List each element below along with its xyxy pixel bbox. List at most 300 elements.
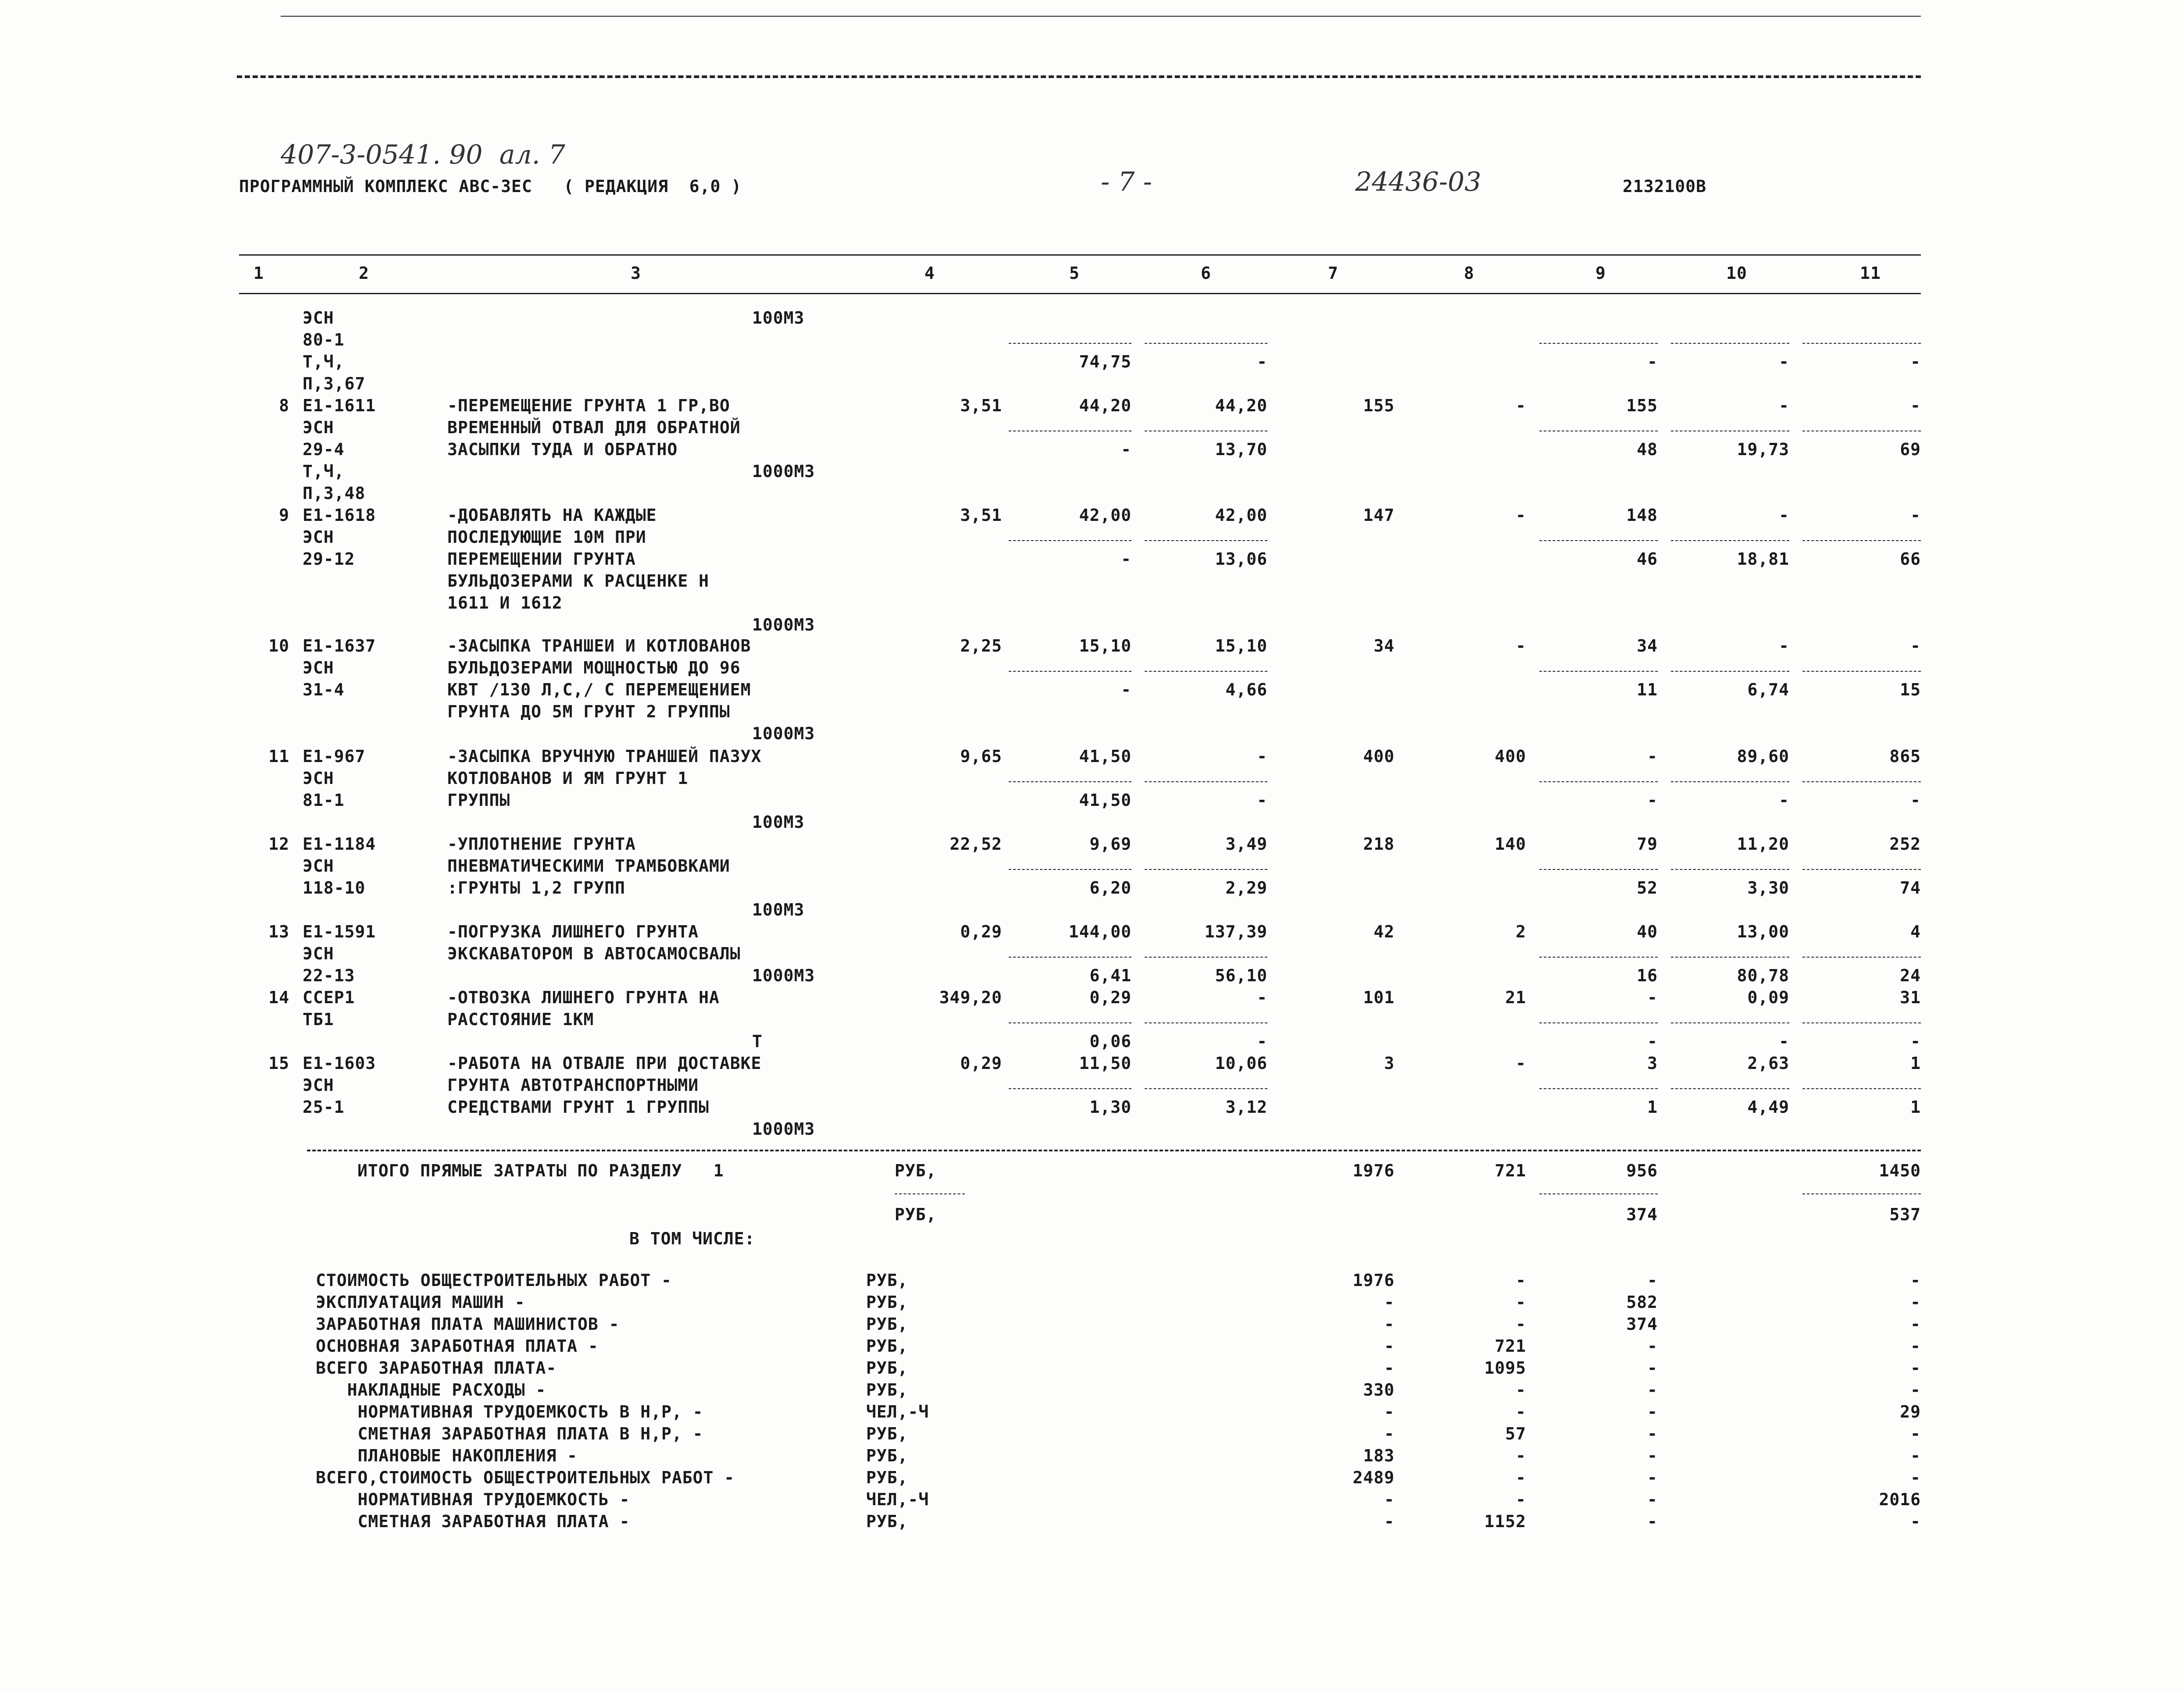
rate-code: 29-12 [303,549,355,569]
unit-cost-machines: 42,00 [1215,506,1267,525]
summary-unit: РУБ, [866,1336,908,1356]
rate-code: ЭСН [303,944,334,963]
summary-machines: - [1647,1271,1658,1290]
basic-wages: 400 [1495,747,1526,766]
cell-rule [1009,343,1131,344]
total-unit: РУБ, [895,1205,937,1224]
header-bottom-rule [239,293,1921,294]
total-cost: 1976 [1353,1161,1395,1180]
measure-unit: 1000М3 [752,966,815,985]
cell-rule [1539,1088,1658,1089]
rate-code: П,3,48 [303,484,366,503]
unit-cost-total: 15,10 [1079,636,1131,655]
summary-labour: - [1910,1424,1921,1443]
summary-label: ОСНОВНАЯ ЗАРАБОТНАЯ ПЛАТА - [316,1336,599,1356]
unit-cost-total: 11,50 [1079,1054,1131,1073]
rate-code: Е1-1184 [303,834,376,854]
rate-code: Е1-1618 [303,506,376,525]
quantity: 22,52 [949,834,1002,854]
cell-rule [1539,540,1658,541]
row-number: 9 [279,506,289,525]
cell-rule [1009,540,1131,541]
summary-machines: 374 [1626,1314,1658,1334]
labour-intensity: 11,20 [1737,834,1789,854]
summary-labour: - [1910,1336,1921,1356]
summary-machines: - [1647,1402,1658,1421]
cell-rule [1009,671,1131,672]
rate-code: ЭСН [303,769,334,788]
machinist-wages: - [1647,791,1658,810]
work-description: -РАБОТА НА ОТВАЛЕ ПРИ ДОСТАВКЕ [447,1054,762,1073]
summary-labour: - [1910,1380,1921,1400]
handwritten-code: 24436-03 [1355,167,1481,197]
summary-unit: РУБ, [866,1446,908,1465]
summary-label: ПЛАНОВЫЕ НАКОПЛЕНИЯ - [316,1446,578,1465]
summary-wages: - [1516,1271,1526,1290]
summary-wages: 721 [1495,1336,1526,1356]
machinist-wages: 16 [1637,966,1658,985]
total-cost: 400 [1363,747,1395,766]
unit-cost-total: 144,00 [1068,922,1131,941]
cell-rule [1145,869,1267,870]
quantity: 2,25 [960,636,1002,655]
unit-cost-machines: 44,20 [1215,396,1267,415]
row-number: 8 [279,396,289,415]
summary-unit: РУБ, [866,1424,908,1443]
total-labour: - [1910,636,1921,655]
work-description: КОТЛОВАНОВ И ЯМ ГРУНТ 1 [447,769,689,788]
summary-cost: 2489 [1353,1468,1395,1487]
unit-cost-wages: - [1121,680,1131,699]
cell-rule [1802,671,1921,672]
summary-label: СМЕТНАЯ ЗАРАБОТНАЯ ПЛАТА - [316,1512,630,1531]
unit-cost-machine-wages: 3,12 [1225,1097,1267,1117]
work-description: ГРУНТА АВТОТРАНСПОРТНЫМИ [447,1076,699,1095]
work-description: -ОТВОЗКА ЛИШНЕГО ГРУНТА НА [447,988,720,1007]
total-machinist-labour: 15 [1900,680,1921,699]
work-description: ЭКСКАВАТОРОМ В АВТОСАМОСВАЛЫ [447,944,741,963]
measure-unit: 1000М3 [752,615,815,634]
cell-rule [1145,957,1267,958]
basic-wages: - [1516,636,1526,655]
summary-cost: 183 [1363,1446,1395,1465]
measure-unit: Т [752,1032,763,1051]
summary-labour: - [1910,1512,1921,1531]
cell-rule [1539,1022,1658,1023]
labour-intensity: - [1779,396,1789,415]
summary-labour: - [1910,1271,1921,1290]
summary-machines: - [1647,1358,1658,1378]
machinist-labour: - [1779,352,1789,371]
row-number: 13 [268,922,289,941]
rate-code: 118-10 [303,878,366,898]
column-header-4: 4 [924,264,935,283]
machinist-labour: - [1779,1032,1789,1051]
unit-cost-total: 42,00 [1079,506,1131,525]
total-cost: 155 [1363,396,1395,415]
cell-rule [1145,540,1267,541]
summary-wages: - [1516,1293,1526,1312]
cell-rule [1802,781,1921,782]
rate-code: Т,Ч, [303,462,345,481]
machine-operation: 3 [1647,1054,1658,1073]
rate-code: ЭСН [303,1076,334,1095]
summary-machines: 582 [1626,1293,1658,1312]
rate-code: 31-4 [303,680,345,699]
unit-cost-wages: 1,30 [1089,1097,1131,1117]
unit-cost-wages: 6,20 [1089,878,1131,898]
column-header-11: 11 [1860,264,1881,283]
unit-cost-total: 41,50 [1079,747,1131,766]
rate-code: Е1-1637 [303,636,376,655]
cell-rule [1145,781,1267,782]
column-header-2: 2 [359,264,369,283]
summary-wages: - [1516,1380,1526,1400]
unit-cost-total: 9,69 [1089,834,1131,854]
machinist-wages: 52 [1637,878,1658,898]
total-machinist-labour: - [1910,352,1921,371]
total-labour: 1450 [1879,1161,1921,1180]
total-labour: 252 [1889,834,1921,854]
basic-wages: 21 [1505,988,1526,1007]
cell-rule [1539,957,1658,958]
summary-labour: 2016 [1879,1490,1921,1509]
work-description: КВТ /130 Л,С,/ С ПЕРЕМЕЩЕНИЕМ [447,680,751,699]
total-machinist-wages: 374 [1626,1205,1658,1224]
column-header-5: 5 [1069,264,1080,283]
summary-label: НОРМАТИВНАЯ ТРУДОЕМКОСТЬ В Н,Р, - [316,1402,703,1421]
measure-unit: 100М3 [752,812,805,832]
cell-rule [1671,1022,1789,1023]
row-number: 15 [268,1054,289,1073]
summary-labour: - [1910,1293,1921,1312]
column-header-8: 8 [1464,264,1474,283]
machine-operation: - [1647,747,1658,766]
summary-cost: - [1384,1402,1395,1421]
rate-code: ССЕР1 [303,988,355,1007]
summary-label: ВСЕГО ЗАРАБОТНАЯ ПЛАТА- [316,1358,557,1378]
cell-rule [1539,343,1658,344]
total-machinist-labour: 537 [1889,1205,1921,1224]
summary-labour: 29 [1900,1402,1921,1421]
quantity: 0,29 [960,1054,1002,1073]
work-description: ПОСЛЕДУЮЩИЕ 10М ПРИ [447,527,646,547]
unit-cost-wages: 6,41 [1089,966,1131,985]
summary-unit: РУБ, [866,1468,908,1487]
rate-code: П,3,67 [303,374,366,393]
cell-rule [1009,957,1131,958]
summary-label: СТОИМОСТЬ ОБЩЕСТРОИТЕЛЬНЫХ РАБОТ - [316,1271,672,1290]
summary-machines: - [1647,1490,1658,1509]
measure-unit: 100М3 [752,900,805,919]
column-header-3: 3 [631,264,641,283]
quantity: 9,65 [960,747,1002,766]
cell-rule [1145,1088,1267,1089]
labour-intensity: 13,00 [1737,922,1789,941]
total-cost: 34 [1374,636,1395,655]
summary-cost: - [1384,1336,1395,1356]
column-header-6: 6 [1201,264,1211,283]
summary-cost: 1976 [1353,1271,1395,1290]
total-cost: 218 [1363,834,1395,854]
top-rule [281,16,1921,17]
rate-code: ЭСН [303,308,334,328]
total-wages: 721 [1495,1161,1526,1180]
summary-wages: - [1516,1402,1526,1421]
machine-operation: 155 [1626,396,1658,415]
cell-rule [1009,1022,1131,1023]
cell-rule [1802,1088,1921,1089]
column-header-9: 9 [1595,264,1606,283]
table-top-rule [239,254,1921,256]
cell-rule [1145,671,1267,672]
total-machinist-labour: 24 [1900,966,1921,985]
row-number: 14 [268,988,289,1007]
measure-unit: 1000М3 [752,724,815,743]
total-machinist-labour: 74 [1900,878,1921,898]
cell-rule [1802,343,1921,344]
unit-cost-machines: 3,49 [1225,834,1267,854]
machine-operation: - [1647,988,1658,1007]
document-number: 2132100В [1623,177,1707,196]
cell-rule [1671,343,1789,344]
unit-cost-machine-wages: - [1257,352,1267,371]
work-description: -ПОГРУЗКА ЛИШНЕГО ГРУНТА [447,922,699,941]
summary-wages: - [1516,1446,1526,1465]
summary-cost: - [1384,1490,1395,1509]
rate-code: ЭСН [303,418,334,437]
measure-unit: 1000М3 [752,1119,815,1139]
total-machines: 956 [1626,1161,1658,1180]
machinist-labour: 80,78 [1737,966,1789,985]
unit-cost-total: 44,20 [1079,396,1131,415]
row-number: 11 [268,747,289,766]
unit-cost-machines: - [1257,988,1267,1007]
summary-label: ЭКСПЛУАТАЦИЯ МАШИН - [316,1293,525,1312]
unit-cost-machine-wages: 13,70 [1215,440,1267,459]
measure-unit: 1000М3 [752,462,815,481]
total-labour: 4 [1910,922,1921,941]
machinist-wages: 46 [1637,549,1658,569]
machine-operation: 34 [1637,636,1658,655]
cell-rule [1802,1022,1921,1023]
summary-cost: - [1384,1314,1395,1334]
total-machinist-labour: - [1910,791,1921,810]
summary-cost: - [1384,1358,1395,1378]
total-machinist-labour: 1 [1910,1097,1921,1117]
rate-code: 29-4 [303,440,345,459]
machinist-labour: 3,30 [1747,878,1789,898]
work-description: РАССТОЯНИЕ 1КМ [447,1010,594,1029]
machinist-labour: 4,49 [1747,1097,1789,1117]
total-cost: 3 [1384,1054,1395,1073]
cell-rule [1802,540,1921,541]
rate-code: Е1-967 [303,747,366,766]
work-description: -ДОБАВЛЯТЬ НА КАЖДЫЕ [447,506,657,525]
summary-wages: 1152 [1484,1512,1526,1531]
summary-cost: 330 [1363,1380,1395,1400]
total-unit: РУБ, [895,1161,937,1180]
labour-intensity: - [1779,636,1789,655]
summary-machines: - [1647,1336,1658,1356]
work-description: 1611 И 1612 [447,593,563,613]
summary-label: ВСЕГО,СТОИМОСТЬ ОБЩЕСТРОИТЕЛЬНЫХ РАБОТ - [316,1468,735,1487]
machinist-labour: - [1779,791,1789,810]
work-description: БУЛЬДОЗЕРАМИ МОЩНОСТЬЮ ДО 96 [447,658,741,677]
labour-intensity: - [1779,506,1789,525]
cell-rule [1009,869,1131,870]
total-labour: - [1910,506,1921,525]
unit-cost-wages: 41,50 [1079,791,1131,810]
quantity: 349,20 [939,988,1002,1007]
column-header-10: 10 [1726,264,1747,283]
column-header-7: 7 [1328,264,1338,283]
labour-intensity: 0,09 [1747,988,1789,1007]
total-machinist-labour: - [1910,1032,1921,1051]
total-machinist-labour: 69 [1900,440,1921,459]
summary-unit: РУБ, [866,1271,908,1290]
cell-rule [1009,1088,1131,1089]
unit-cost-wages: 74,75 [1079,352,1131,371]
section-total-label: ИТОГО ПРЯМЫЕ ЗАТРАТЫ ПО РАЗДЕЛУ 1 [357,1161,724,1180]
rate-code: Т,Ч, [303,352,345,371]
rate-code: 81-1 [303,791,345,810]
unit-cost-machines: 10,06 [1215,1054,1267,1073]
cell-rule [895,1193,965,1194]
machinist-labour: 18,81 [1737,549,1789,569]
machinist-wages: 1 [1647,1097,1658,1117]
cell-rule [1802,957,1921,958]
cell-rule [1145,1022,1267,1023]
summary-labour: - [1910,1468,1921,1487]
summary-labour: - [1910,1446,1921,1465]
summary-wages: 1095 [1484,1358,1526,1378]
total-cost: 42 [1374,922,1395,941]
summary-label: НАКЛАДНЫЕ РАСХОДЫ - [316,1380,546,1400]
unit-cost-wages: - [1121,440,1131,459]
machinist-labour: 19,73 [1737,440,1789,459]
summary-machines: - [1647,1446,1658,1465]
program-header: ПРОГРАММНЫЙ КОМПЛЕКС АВС-3ЕС ( РЕДАКЦИЯ 6,0 ) [239,177,742,196]
perforation-line [237,75,1921,78]
unit-cost-machines: 137,39 [1204,922,1267,941]
basic-wages: - [1516,506,1526,525]
summary-unit: РУБ, [866,1380,908,1400]
cell-rule [1671,781,1789,782]
unit-cost-machine-wages: - [1257,791,1267,810]
summary-unit: ЧЕЛ,-Ч [866,1490,929,1509]
total-cost: 101 [1363,988,1395,1007]
machine-operation: 148 [1626,506,1658,525]
unit-cost-machines: 15,10 [1215,636,1267,655]
machinist-wages: - [1647,1032,1658,1051]
rate-code: 80-1 [303,330,345,349]
summary-label: СМЕТНАЯ ЗАРАБОТНАЯ ПЛАТА В Н,Р, - [316,1424,703,1443]
rate-code: Е1-1591 [303,922,376,941]
unit-cost-machine-wages: 4,66 [1225,680,1267,699]
cell-rule [1539,671,1658,672]
rate-code: ТБ1 [303,1010,334,1029]
summary-wages: 57 [1505,1424,1526,1443]
total-labour: 865 [1889,747,1921,766]
summary-machines: - [1647,1424,1658,1443]
summary-cost: - [1384,1512,1395,1531]
summary-unit: РУБ, [866,1314,908,1334]
cell-rule [1539,869,1658,870]
row-number: 10 [268,636,289,655]
work-description: -ЗАСЫПКА ВРУЧНУЮ ТРАНШЕЙ ПАЗУХ [447,747,762,766]
total-labour: - [1910,396,1921,415]
quantity: 0,29 [960,922,1002,941]
summary-labour: - [1910,1314,1921,1334]
labour-intensity: 2,63 [1747,1054,1789,1073]
summary-machines: - [1647,1468,1658,1487]
total-cost: 147 [1363,506,1395,525]
cell-rule [1539,781,1658,782]
machine-operation: 40 [1637,922,1658,941]
work-description: ГРУППЫ [447,791,510,810]
summary-unit: ЧЕЛ,-Ч [866,1402,929,1421]
rate-code: ЭСН [303,658,334,677]
labour-intensity: 89,60 [1737,747,1789,766]
row-number: 12 [268,834,289,854]
cell-rule [1671,957,1789,958]
work-description: :ГРУНТЫ 1,2 ГРУПП [447,878,625,898]
handwritten-ref: 407-3-0541. 90 ал. 7 [281,139,565,170]
cell-rule [1539,1193,1658,1194]
machinist-labour: 6,74 [1747,680,1789,699]
unit-cost-machine-wages: 2,29 [1225,878,1267,898]
cell-rule [1671,671,1789,672]
machinist-wages: - [1647,352,1658,371]
unit-cost-wages: 0,06 [1089,1032,1131,1051]
summary-unit: РУБ, [866,1293,908,1312]
machinist-wages: 11 [1637,680,1658,699]
summary-cost: - [1384,1424,1395,1443]
summary-label: ЗАРАБОТНАЯ ПЛАТА МАШИНИСТОВ - [316,1314,620,1334]
including-label: В ТОМ ЧИСЛЕ: [629,1229,755,1248]
basic-wages: 2 [1516,922,1526,941]
rate-code: 22-13 [303,966,355,985]
summary-machines: - [1647,1512,1658,1531]
cell-rule [1671,540,1789,541]
work-description: -УПЛОТНЕНИЕ ГРУНТА [447,834,636,854]
summary-labour: - [1910,1358,1921,1378]
basic-wages: 140 [1495,834,1526,854]
work-description: ЗАСЫПКИ ТУДА И ОБРАТНО [447,440,678,459]
basic-wages: - [1516,396,1526,415]
unit-cost-machines: - [1257,747,1267,766]
work-description: ВРЕМЕННЫЙ ОТВАЛ ДЛЯ ОБРАТНОЙ [447,418,741,437]
work-description: ГРУНТА ДО 5М ГРУНТ 2 ГРУППЫ [447,702,730,721]
unit-cost-wages: - [1121,549,1131,569]
quantity: 3,51 [960,396,1002,415]
work-description: -ПЕРЕМЕЩЕНИЕ ГРУНТА 1 ГР,ВО [447,396,730,415]
total-machinist-labour: 66 [1900,549,1921,569]
summary-machines: - [1647,1380,1658,1400]
summary-unit: РУБ, [866,1358,908,1378]
work-description: БУЛЬДОЗЕРАМИ К РАСЦЕНКЕ Н [447,571,709,591]
summary-wages: - [1516,1314,1526,1334]
work-description: -ЗАСЫПКА ТРАНШЕИ И КОТЛОВАНОВ [447,636,751,655]
basic-wages: - [1516,1054,1526,1073]
quantity: 3,51 [960,506,1002,525]
machine-operation: 79 [1637,834,1658,854]
rate-code: Е1-1611 [303,396,376,415]
total-labour: 31 [1900,988,1921,1007]
cell-rule [1671,1088,1789,1089]
rate-code: ЭСН [303,856,334,876]
